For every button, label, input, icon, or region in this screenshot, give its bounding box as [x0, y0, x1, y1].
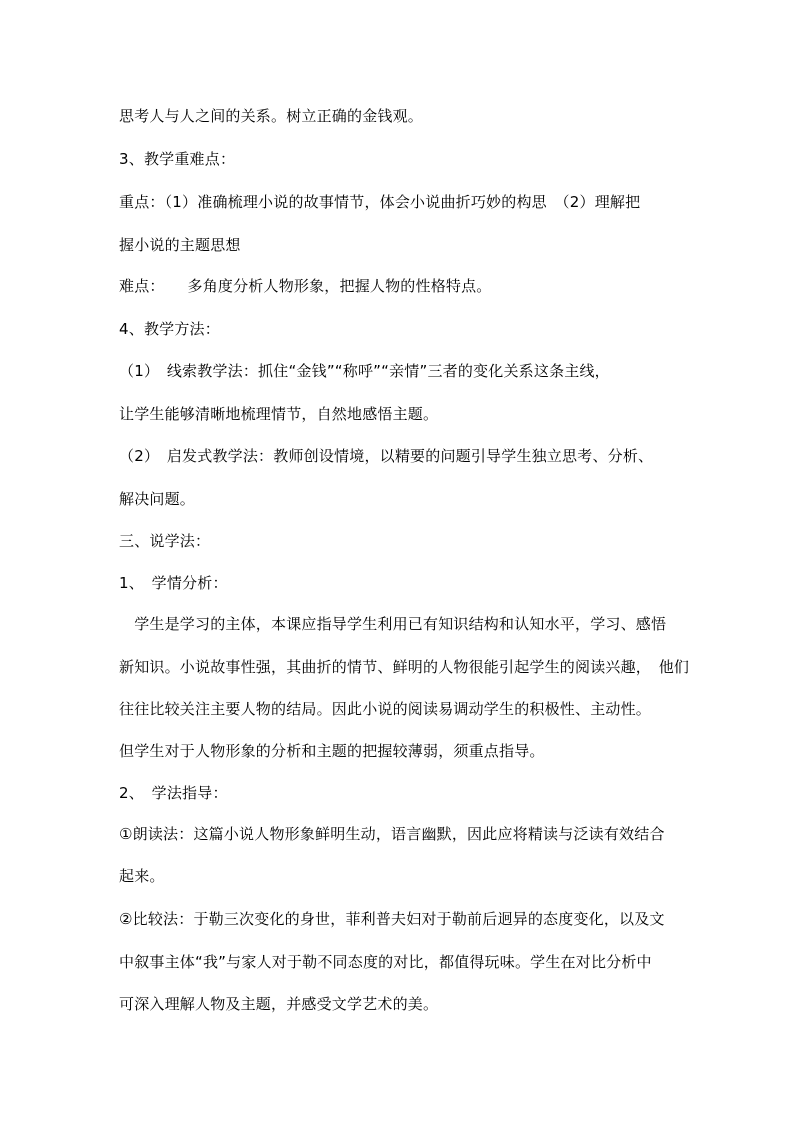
text-line: 难点： 多角度分析人物形象，把握人物的性格特点。 [119, 277, 492, 295]
text-line: 让学生能够清晰地梳理情节，自然地感悟主题。 [119, 405, 439, 423]
text-line: 思考人与人之间的关系。树立正确的金钱观。 [119, 107, 424, 125]
text-line: 重点：（1）准确梳理小说的故事情节，体会小说曲折巧妙的构思 （2）理解把 [119, 193, 641, 211]
section-heading: 3、教学重难点： [119, 150, 236, 168]
text-line: ②比较法：于勒三次变化的身世，菲利普夫妇对于勒前后迥异的态度变化，以及文 [119, 910, 665, 928]
text-line: （1） 线索教学法：抓住“金钱”“称呼”“亲情”三者的变化关系这条主线， [119, 362, 610, 380]
text-line: 但学生对于人物形象的分析和主题的把握较薄弱，须重点指导。 [119, 742, 545, 760]
subsection-heading: 1、 学情分析： [119, 574, 228, 592]
section-heading: 4、教学方法： [119, 320, 220, 338]
text-line: 可深入理解人物及主题，并感受文学艺术的美。 [119, 995, 439, 1013]
text-line: ①朗读法：这篇小说人物形象鲜明生动，语言幽默，因此应将精读与泛读有效结合 [119, 825, 665, 843]
text-line: 新知识。小说故事性强，其曲折的情节、鲜明的人物很能引起学生的阅读兴趣， 他们 [119, 658, 690, 676]
text-line: 起来。 [119, 867, 165, 885]
text-line: 往往比较关注主要人物的结局。因此小说的阅读易调动学生的积极性、主动性。 [119, 700, 652, 718]
text-line: 握小说的主题思想 [119, 236, 241, 254]
text-line: 中叙事主体“我”与家人对于勒不同态度的对比，都值得玩味。学生在对比分析中 [119, 953, 652, 971]
section-heading: 三、说学法： [119, 532, 211, 550]
text-line: 解决问题。 [119, 490, 196, 508]
text-line: 学生是学习的主体，本课应指导学生利用已有知识结构和认知水平，学习、感悟 [119, 615, 667, 633]
text-line: （2） 启发式教学法：教师创设情境，以精要的问题引导学生独立思考、分析、 [119, 447, 654, 465]
subsection-heading: 2、 学法指导： [119, 784, 228, 802]
